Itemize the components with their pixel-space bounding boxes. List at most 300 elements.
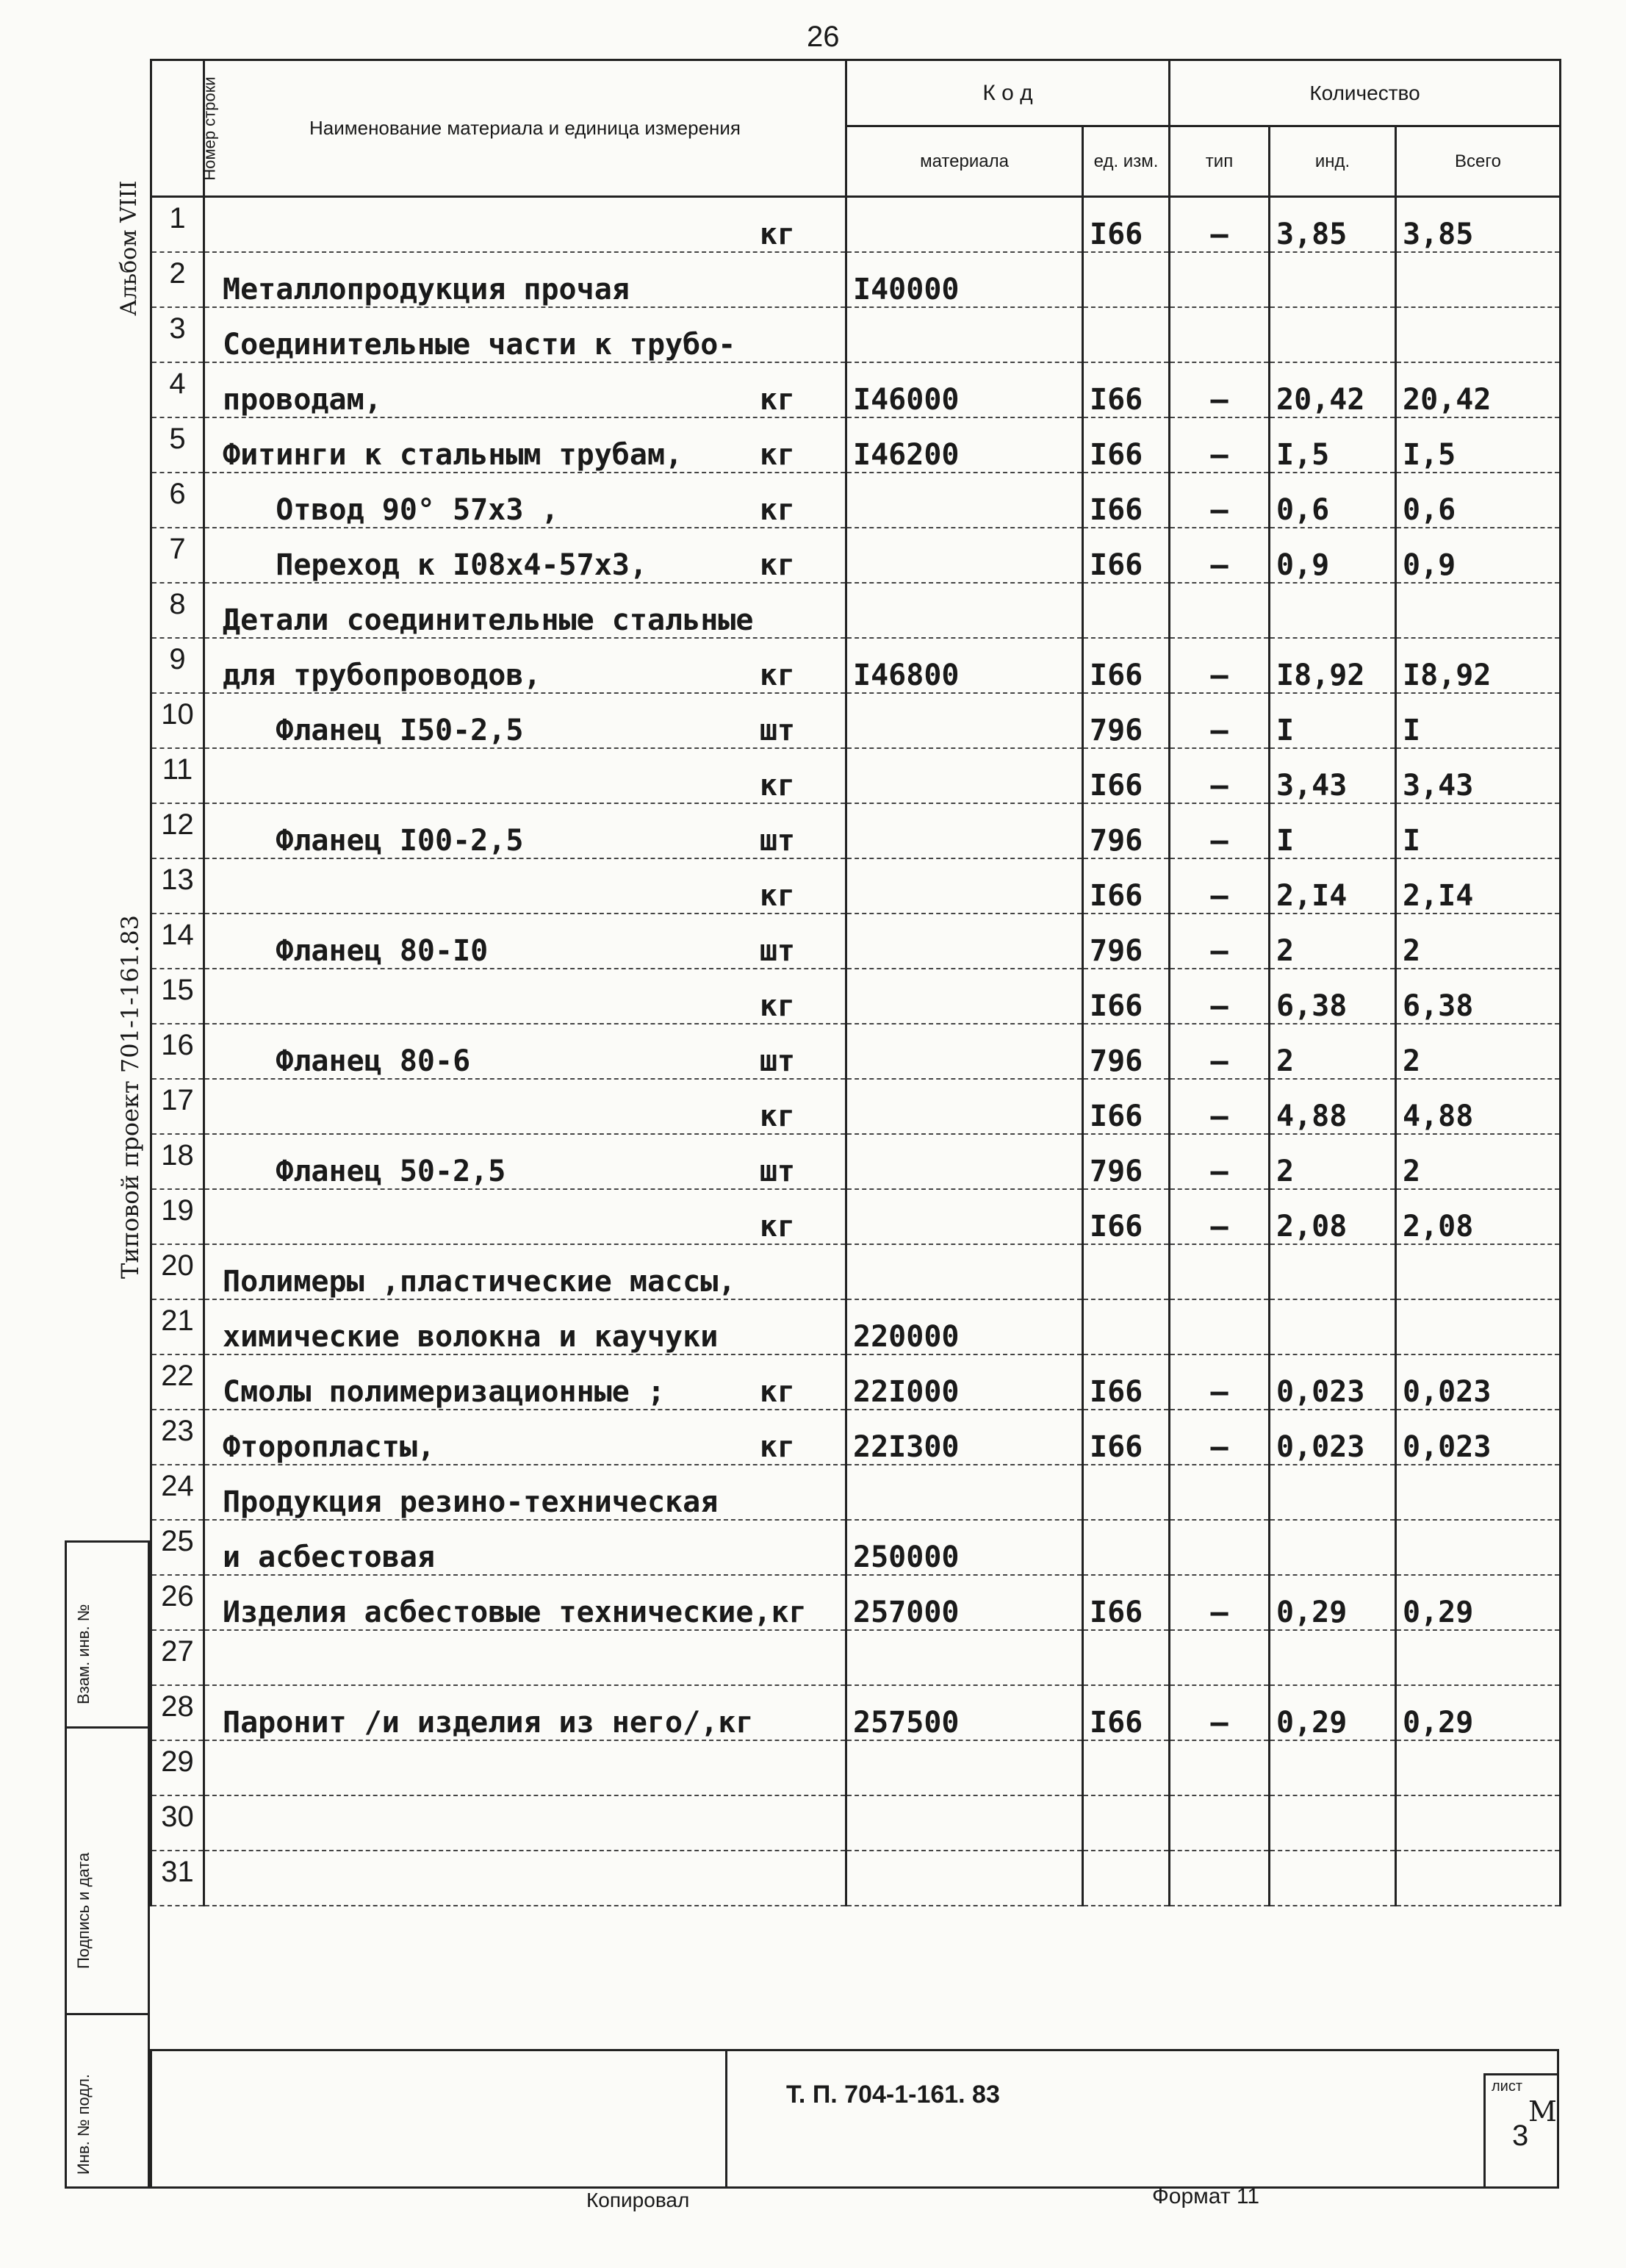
row-type: –	[1170, 528, 1270, 583]
row-name-text: Продукция резино-техническая	[223, 1485, 719, 1519]
row-name	[204, 1520, 846, 1575]
row-type	[1170, 252, 1270, 307]
row-unit-code	[1083, 1740, 1170, 1795]
row-number: 9	[151, 638, 204, 693]
table-row	[151, 307, 1561, 362]
row-number: 1	[151, 197, 204, 252]
row-unit-code: I66	[1083, 748, 1170, 803]
document-designation: Т. П. 704-1-161. 83	[786, 2081, 1000, 2109]
row-unit: кг	[759, 1374, 795, 1409]
row-name	[204, 1795, 846, 1851]
table-row	[151, 1024, 1561, 1079]
row-name	[204, 803, 846, 858]
row-number: 19	[151, 1189, 204, 1244]
row-name	[204, 1354, 846, 1410]
row-material-code	[846, 1244, 1083, 1299]
row-name	[204, 1299, 846, 1354]
row-name-text: Фитинги к стальным трубам,	[223, 437, 683, 472]
table-row	[151, 748, 1561, 803]
row-type	[1170, 1795, 1270, 1851]
materials-table	[150, 59, 1561, 1906]
row-number: 11	[151, 748, 204, 803]
row-type: –	[1170, 1410, 1270, 1465]
header-row-no: Номер строки	[151, 60, 204, 197]
row-name-text: Фланец 80-6	[223, 1044, 471, 1078]
row-name	[204, 307, 846, 362]
row-name-text: и асбестовая	[223, 1540, 435, 1574]
row-material-code	[846, 1465, 1083, 1520]
page-number: 26	[807, 21, 840, 53]
row-total: 2,08	[1396, 1189, 1561, 1244]
row-number: 18	[151, 1134, 204, 1189]
row-number: 30	[151, 1795, 204, 1851]
row-unit-code: 796	[1083, 1134, 1170, 1189]
row-total: 0,023	[1396, 1410, 1561, 1465]
row-total: 4,88	[1396, 1079, 1561, 1134]
row-individual	[1270, 1795, 1396, 1851]
header-code: К о д	[846, 60, 1170, 126]
stamp-sign-date: Подпись и дата	[74, 1852, 93, 1969]
row-individual	[1270, 252, 1396, 307]
row-individual: 2,08	[1270, 1189, 1396, 1244]
row-total	[1396, 1795, 1561, 1851]
row-type	[1170, 1465, 1270, 1520]
table-row	[151, 1795, 1561, 1851]
row-name	[204, 1740, 846, 1795]
table-row	[151, 858, 1561, 914]
row-material-code	[846, 693, 1083, 748]
row-individual	[1270, 1630, 1396, 1685]
row-number: 2	[151, 252, 204, 307]
table-row	[151, 1134, 1561, 1189]
row-material-code	[846, 1024, 1083, 1079]
row-type	[1170, 1299, 1270, 1354]
row-total: 3,43	[1396, 748, 1561, 803]
row-total	[1396, 1244, 1561, 1299]
row-type: –	[1170, 858, 1270, 914]
row-name	[204, 362, 846, 417]
row-unit-code	[1083, 1465, 1170, 1520]
row-individual: 0,023	[1270, 1354, 1396, 1410]
row-type: –	[1170, 417, 1270, 473]
row-unit: кг	[759, 548, 795, 582]
row-material-code	[846, 307, 1083, 362]
row-unit: кг	[759, 988, 795, 1023]
row-total: 2,I4	[1396, 858, 1561, 914]
row-type: –	[1170, 1024, 1270, 1079]
row-individual	[1270, 1244, 1396, 1299]
row-unit-code: I66	[1083, 638, 1170, 693]
row-name	[204, 1079, 846, 1134]
row-total	[1396, 307, 1561, 362]
row-name	[204, 583, 846, 638]
row-material-code	[846, 1189, 1083, 1244]
row-individual: 4,88	[1270, 1079, 1396, 1134]
row-unit-code	[1083, 307, 1170, 362]
row-unit-code: 796	[1083, 914, 1170, 969]
row-name	[204, 969, 846, 1024]
row-number: 4	[151, 362, 204, 417]
row-unit-code: I66	[1083, 1685, 1170, 1740]
row-name-text: Переход к I08х4-57х3,	[223, 548, 647, 582]
row-material-code: 257500	[846, 1685, 1083, 1740]
row-material-code	[846, 1630, 1083, 1685]
row-unit-code	[1083, 1795, 1170, 1851]
row-name-text: Фланец I50-2,5	[223, 713, 524, 747]
copied-label: Копировал	[586, 2189, 690, 2211]
row-name-text: Паронит /и изделия из него/,кг	[223, 1705, 754, 1740]
header-unit-code: ед. изм.	[1083, 126, 1170, 197]
row-individual: 2,I4	[1270, 858, 1396, 914]
row-type: –	[1170, 197, 1270, 252]
row-individual: 2	[1270, 914, 1396, 969]
row-unit: кг	[759, 1209, 795, 1244]
row-name-text: Фторопласты,	[223, 1429, 435, 1464]
row-unit-code	[1083, 1520, 1170, 1575]
row-name	[204, 1024, 846, 1079]
row-name-text: Смолы полимеризационные ;	[223, 1374, 666, 1409]
row-total	[1396, 252, 1561, 307]
row-number: 31	[151, 1851, 204, 1906]
row-total: 0,023	[1396, 1354, 1561, 1410]
row-unit-code: I66	[1083, 417, 1170, 473]
row-total	[1396, 1465, 1561, 1520]
header-material: материала	[846, 126, 1083, 197]
row-unit-code: 796	[1083, 693, 1170, 748]
row-type: –	[1170, 1079, 1270, 1134]
table-row	[151, 1465, 1561, 1520]
row-unit-code	[1083, 252, 1170, 307]
row-material-code	[846, 1134, 1083, 1189]
row-material-code	[846, 803, 1083, 858]
row-total: I	[1396, 693, 1561, 748]
row-name-text: Соединительные части к трубо-	[223, 327, 736, 362]
row-name	[204, 748, 846, 803]
row-number: 3	[151, 307, 204, 362]
row-material-code: 220000	[846, 1299, 1083, 1354]
row-type: –	[1170, 693, 1270, 748]
row-total: I	[1396, 803, 1561, 858]
row-material-code	[846, 1740, 1083, 1795]
sheet-number: 3	[1512, 2120, 1529, 2152]
row-material-code	[846, 1795, 1083, 1851]
row-individual: 20,42	[1270, 362, 1396, 417]
row-name-text: для трубопроводов,	[223, 658, 542, 692]
row-number: 28	[151, 1685, 204, 1740]
row-total: 3,85	[1396, 197, 1561, 252]
row-individual	[1270, 1465, 1396, 1520]
row-type	[1170, 1740, 1270, 1795]
sheet-label: лист	[1492, 2078, 1523, 2095]
row-individual	[1270, 1851, 1396, 1906]
row-individual	[1270, 1520, 1396, 1575]
row-name-text: Фланец I00-2,5	[223, 823, 524, 858]
row-individual: 0,29	[1270, 1575, 1396, 1630]
row-name-text: Металлопродукция прочая	[223, 272, 630, 306]
row-material-code: I46200	[846, 417, 1083, 473]
row-number: 23	[151, 1410, 204, 1465]
table-row	[151, 969, 1561, 1024]
row-name	[204, 528, 846, 583]
row-type	[1170, 1630, 1270, 1685]
row-total	[1396, 583, 1561, 638]
row-total	[1396, 1851, 1561, 1906]
row-individual: I	[1270, 803, 1396, 858]
row-name	[204, 473, 846, 528]
row-total: 20,42	[1396, 362, 1561, 417]
row-type: –	[1170, 638, 1270, 693]
stamp-inv-dup: Взам. инв. №	[74, 1604, 93, 1704]
row-name	[204, 914, 846, 969]
table-body	[151, 197, 1561, 1906]
row-material-code	[846, 969, 1083, 1024]
table-row	[151, 252, 1561, 307]
row-name	[204, 417, 846, 473]
row-material-code: 22I300	[846, 1410, 1083, 1465]
row-total: 0,6	[1396, 473, 1561, 528]
row-unit: шт	[759, 933, 795, 968]
row-material-code	[846, 528, 1083, 583]
row-unit-code: I66	[1083, 1189, 1170, 1244]
row-individual: 0,29	[1270, 1685, 1396, 1740]
row-number: 10	[151, 693, 204, 748]
row-individual: I	[1270, 693, 1396, 748]
row-name	[204, 1630, 846, 1685]
row-individual	[1270, 1299, 1396, 1354]
row-material-code: 250000	[846, 1520, 1083, 1575]
row-total: 2	[1396, 914, 1561, 969]
row-name	[204, 1575, 846, 1630]
row-unit-code: I66	[1083, 858, 1170, 914]
row-total	[1396, 1299, 1561, 1354]
sheet-box	[1483, 2073, 1559, 2189]
row-type: –	[1170, 1134, 1270, 1189]
row-unit-code: I66	[1083, 528, 1170, 583]
row-material-code: 22I000	[846, 1354, 1083, 1410]
row-total	[1396, 1740, 1561, 1795]
row-number: 12	[151, 803, 204, 858]
row-number: 5	[151, 417, 204, 473]
row-name	[204, 197, 846, 252]
table-row	[151, 417, 1561, 473]
row-material-code	[846, 1079, 1083, 1134]
row-unit-code: I66	[1083, 197, 1170, 252]
row-unit: кг	[759, 492, 795, 527]
row-name-text: химические волокна и каучуки	[223, 1319, 719, 1354]
row-unit: кг	[759, 382, 795, 417]
row-unit-code: I66	[1083, 969, 1170, 1024]
row-name	[204, 1244, 846, 1299]
table-row	[151, 803, 1561, 858]
row-material-code	[846, 858, 1083, 914]
row-unit: кг	[759, 658, 795, 692]
row-total: 0,9	[1396, 528, 1561, 583]
row-name	[204, 858, 846, 914]
row-type: –	[1170, 1685, 1270, 1740]
row-name	[204, 1851, 846, 1906]
row-number: 13	[151, 858, 204, 914]
row-name	[204, 638, 846, 693]
row-unit-code: I66	[1083, 1410, 1170, 1465]
row-name	[204, 252, 846, 307]
row-total: 2	[1396, 1134, 1561, 1189]
table-row	[151, 693, 1561, 748]
table-row	[151, 1079, 1561, 1134]
row-unit-code: I66	[1083, 1354, 1170, 1410]
table-row	[151, 1740, 1561, 1795]
row-unit: шт	[759, 1154, 795, 1188]
row-individual: 6,38	[1270, 969, 1396, 1024]
row-individual: 0,9	[1270, 528, 1396, 583]
header-name: Наименование материала и единица измерения	[204, 60, 846, 197]
table-row	[151, 1244, 1561, 1299]
row-number: 29	[151, 1740, 204, 1795]
row-type	[1170, 1520, 1270, 1575]
row-unit-code	[1083, 583, 1170, 638]
row-unit: кг	[759, 878, 795, 913]
row-material-code	[846, 197, 1083, 252]
header-total: Всего	[1396, 126, 1561, 197]
row-unit-code	[1083, 1851, 1170, 1906]
table-row	[151, 1520, 1561, 1575]
row-number: 25	[151, 1520, 204, 1575]
row-total: I8,92	[1396, 638, 1561, 693]
row-material-code	[846, 583, 1083, 638]
row-unit: кг	[759, 1429, 795, 1464]
row-name-text: Детали соединительные стальные	[223, 603, 754, 637]
row-number: 21	[151, 1299, 204, 1354]
row-unit-code: I66	[1083, 1079, 1170, 1134]
header-type: тип	[1170, 126, 1270, 197]
row-material-code	[846, 914, 1083, 969]
table-row	[151, 1354, 1561, 1410]
row-total: 6,38	[1396, 969, 1561, 1024]
row-unit-code: 796	[1083, 1024, 1170, 1079]
row-individual: I8,92	[1270, 638, 1396, 693]
row-unit-code: I66	[1083, 1575, 1170, 1630]
table-row	[151, 362, 1561, 417]
table-row	[151, 914, 1561, 969]
row-unit: кг	[759, 1099, 795, 1133]
row-material-code: I46800	[846, 638, 1083, 693]
row-number: 24	[151, 1465, 204, 1520]
row-total: 0,29	[1396, 1685, 1561, 1740]
row-type: –	[1170, 803, 1270, 858]
table-row	[151, 583, 1561, 638]
row-number: 26	[151, 1575, 204, 1630]
row-individual: I,5	[1270, 417, 1396, 473]
row-unit-code	[1083, 1630, 1170, 1685]
row-name	[204, 693, 846, 748]
row-total	[1396, 1630, 1561, 1685]
row-type: –	[1170, 748, 1270, 803]
row-unit-code: I66	[1083, 473, 1170, 528]
row-name	[204, 1465, 846, 1520]
row-material-code	[846, 1851, 1083, 1906]
row-unit-code: I66	[1083, 362, 1170, 417]
row-number: 15	[151, 969, 204, 1024]
table-row	[151, 1410, 1561, 1465]
row-total: I,5	[1396, 417, 1561, 473]
row-individual: 3,43	[1270, 748, 1396, 803]
stamp-inv-orig: Инв. № подл.	[74, 2073, 93, 2175]
row-individual: 3,85	[1270, 197, 1396, 252]
row-unit-code	[1083, 1244, 1170, 1299]
row-unit-code: 796	[1083, 803, 1170, 858]
row-number: 22	[151, 1354, 204, 1410]
row-material-code	[846, 473, 1083, 528]
format-label: Формат 11	[1152, 2184, 1260, 2208]
row-number: 8	[151, 583, 204, 638]
row-type	[1170, 1851, 1270, 1906]
row-number: 6	[151, 473, 204, 528]
row-number: 7	[151, 528, 204, 583]
row-type	[1170, 307, 1270, 362]
row-unit-code	[1083, 1299, 1170, 1354]
row-name-text: Отвод 90° 57х3 ,	[223, 492, 559, 527]
stage-mark: М	[1528, 2095, 1557, 2128]
row-type	[1170, 1244, 1270, 1299]
row-type: –	[1170, 914, 1270, 969]
row-total	[1396, 1520, 1561, 1575]
table-row	[151, 1630, 1561, 1685]
row-number: 17	[151, 1079, 204, 1134]
row-individual: 0,023	[1270, 1410, 1396, 1465]
row-number: 16	[151, 1024, 204, 1079]
row-name-text: проводам,	[223, 382, 382, 417]
header-individual: инд.	[1270, 126, 1396, 197]
row-type: –	[1170, 1354, 1270, 1410]
title-block-main	[725, 2051, 1559, 2186]
table-row	[151, 528, 1561, 583]
row-type: –	[1170, 969, 1270, 1024]
row-material-code: 257000	[846, 1575, 1083, 1630]
row-name	[204, 1189, 846, 1244]
row-number: 14	[151, 914, 204, 969]
row-unit: кг	[759, 768, 795, 803]
title-block	[150, 2049, 1559, 2189]
table-row	[151, 1575, 1561, 1630]
row-material-code: I40000	[846, 252, 1083, 307]
row-name	[204, 1685, 846, 1740]
row-name-text: Фланец 80-I0	[223, 933, 489, 968]
row-total: 2	[1396, 1024, 1561, 1079]
row-individual	[1270, 1740, 1396, 1795]
row-type: –	[1170, 473, 1270, 528]
row-type: –	[1170, 362, 1270, 417]
left-stamp-strip	[65, 1540, 150, 2189]
table-row	[151, 1685, 1561, 1740]
row-name	[204, 1410, 846, 1465]
row-material-code: I46000	[846, 362, 1083, 417]
row-individual	[1270, 307, 1396, 362]
table-row	[151, 1189, 1561, 1244]
table-row	[151, 1851, 1561, 1906]
row-individual: 2	[1270, 1024, 1396, 1079]
row-type: –	[1170, 1575, 1270, 1630]
row-individual: 2	[1270, 1134, 1396, 1189]
row-unit: шт	[759, 713, 795, 747]
row-name-text: Изделия асбестовые технические,кг	[223, 1595, 807, 1629]
row-material-code	[846, 748, 1083, 803]
row-name	[204, 1134, 846, 1189]
table-row	[151, 197, 1561, 252]
table-row	[151, 638, 1561, 693]
row-unit: кг	[759, 217, 795, 251]
header-quantity: Количество	[1170, 60, 1561, 126]
album-label: Альбом VIII	[116, 180, 142, 316]
row-number: 20	[151, 1244, 204, 1299]
